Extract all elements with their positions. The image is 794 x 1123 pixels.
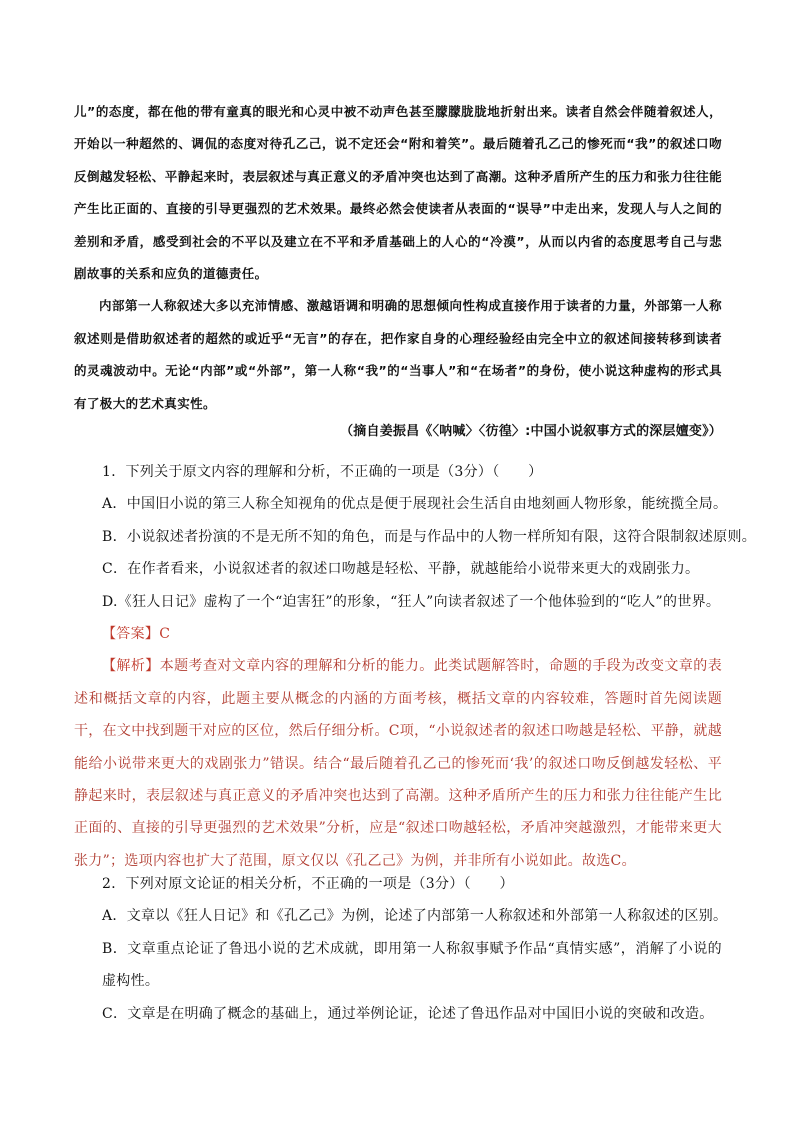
question-1-answer <box>74 618 722 650</box>
question-1-analysis <box>74 650 722 877</box>
question-1-option-c: C．在作者看来，小说叙述者的叙述口吻越是轻松、平静，就越能给小说带来更大的戏剧张力。 <box>102 561 700 578</box>
source-citation: （摘自姜振昌《〈呐喊〉〈彷徨〉:中国小说叙事方式的深层嬗变》） <box>340 424 722 439</box>
reading-passage <box>74 96 722 420</box>
passage-paragraph-2: 内部第一人称叙述大多以充沛情感、激越语调和明确的思想倾向性构成直接作用于读者的力量，外部第一人称叙述则是借助叙述者的超然的或近乎“无言”的存在，把作家自身的心理经验经由完全中立的叙述间接转移到读者的灵魂波动中。无论“内部”或“外部”，第一人称“我”的“当事人”和“在场者”的身份，使小说这种虚构的形式具有了极大的艺术真实性。 <box>74 298 722 411</box>
question-2-option-c: C．文章是在明确了概念的基础上，通过举例论证，论述了鲁迅作品对中国旧小说的突破和改造。 <box>102 1005 714 1022</box>
question-2 <box>74 868 728 1030</box>
passage-paragraph-1: 儿”的态度，都在他的带有童真的眼光和心灵中被不动声色甚至朦朦胧胧地折射出来。读者自然会伴随着叙述人，开始以一种超然的、调侃的态度对待孔乙己，说不定还会“附和着笑”。最后随着孔乙己的惨死而“我”的叙述口吻反倒越发轻松、平静起来时，表层叙述与真正意义的矛盾冲突也达到了高潮。这种矛盾所产生的压力和张力往往能产生比正面的、直接的引导更强烈的艺术效果。最终必然会使读者从表面的“误导”中走出来，发现人与人之间的差别和矛盾，感受到社会的不平以及建立在不平和矛盾基础上的人心的“冷漠”，从而以内省的态度思考自己与悲剧故事的关系和应负的道德责任。 <box>74 104 722 282</box>
analysis-label: 【解析】 <box>102 658 160 675</box>
question-1-option-d: D.《狂人日记》虚构了一个“迫害狂”的形象，“狂人”向读者叙述了一个他体验到的“吃人”的世界。 <box>102 593 721 610</box>
question-1-option-b: B．小说叙述者扮演的不是无所不知的角色，而是与作品中的人物一样所知有限，这符合限制叙述原则。 <box>102 528 757 545</box>
question-2-stem: 2．下列对原文论证的相关分析，不正确的一项是（3分）（ ） <box>102 876 514 892</box>
question-1 <box>74 456 757 877</box>
answer-label: 【答案】 <box>102 626 160 643</box>
question-2-option-a: A．文章以《狂人日记》和《孔乙己》为例，论述了内部第一人称叙述和外部第一人称叙述的区别。 <box>102 908 728 925</box>
analysis-text: 本题考查对文章内容的理解和分析的能力。此类试题解答时，命题的手段为改变文章的表述和概括文章的内容，此题主要从概念的内涵的方面考核，概括文章的内容较难，答题时首先阅读题干，在文中找到题干对应的区位，然后仔细分析。C项，“小说叙述者的叙述口吻越是轻松、平静，就越能给小说带来更大的戏剧张力”错误。结合“最后随着孔乙己的惨死而‘我’的叙述口吻反倒越发轻松、平静起来时，表层叙述与真正意义的矛盾冲突也达到了高潮。这种矛盾所产生的压力和张力往往能产生比正面的、直接的引导更强烈的艺术效果”分析，应是“叙述口吻越轻松，矛盾冲突越激烈，才能带来更大张力”；选项内容也扩大了范围，原文仅以《孔乙己》为例，并非所有小说如此。故选C。 <box>74 658 722 869</box>
question-1-option-a: A．中国旧小说的第三人称全知视角的优点是便于展现社会生活自由地刻画人物形象，能统揽全局。 <box>102 496 728 513</box>
question-1-stem: 1．下列关于原文内容的理解和分析，不正确的一项是（3分）（ ） <box>102 464 543 480</box>
question-2-option-b: B．文章重点论证了鲁迅小说的艺术成就，即用第一人称叙事赋予作品“真情实感”，消解了小说的虚构性。 <box>102 940 722 990</box>
answer-value: C <box>159 626 171 643</box>
